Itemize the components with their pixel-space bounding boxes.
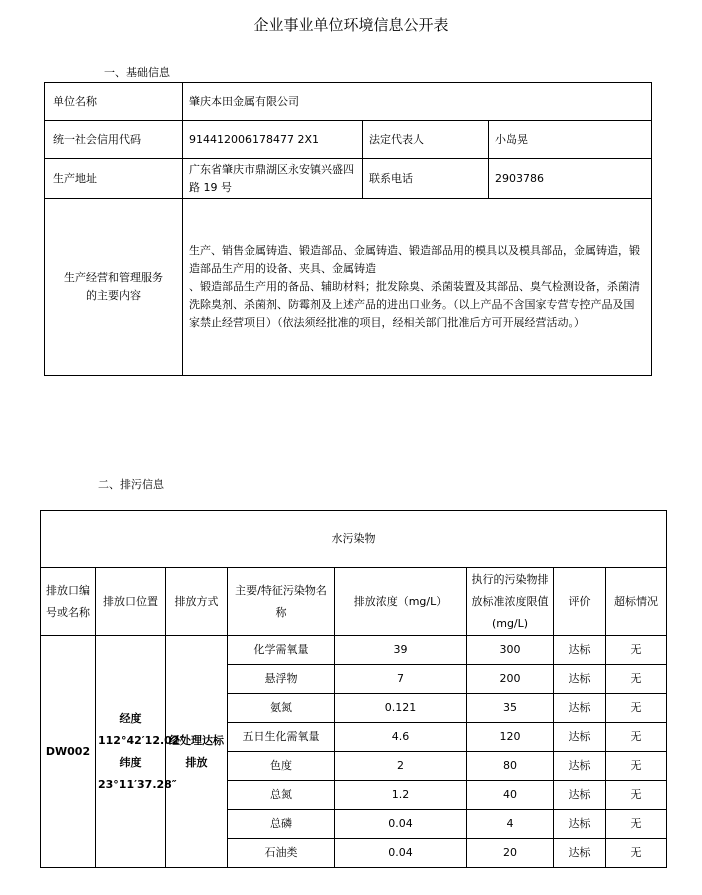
pollutant-exceed: 无: [606, 636, 667, 665]
pollutant-concentration: 0.04: [335, 810, 467, 839]
pollutant-name: 色度: [228, 752, 335, 781]
method-value: 经处理达标排放: [166, 636, 228, 868]
credit-code-label: 统一社会信用代码: [45, 121, 183, 159]
pollutant-limit: 40: [467, 781, 554, 810]
business-label: 生产经营和管理服务的主要内容: [45, 199, 183, 376]
pollutant-exceed: 无: [606, 839, 667, 868]
pollutant-concentration: 0.121: [335, 694, 467, 723]
pollutant-evaluation: 达标: [554, 839, 606, 868]
table-row: [41, 636, 667, 665]
pollutant-exceed: 无: [606, 694, 667, 723]
pollutant-exceed: 无: [606, 723, 667, 752]
pollutant-exceed: 无: [606, 781, 667, 810]
pollutant-concentration: 1.2: [335, 781, 467, 810]
address-value: 广东省肇庆市鼎湖区永安镇兴盛四路 19 号: [183, 159, 363, 199]
outlet-position-value: 经度 112°42′12.02″ 纬度 23°11′37.28″: [96, 636, 166, 868]
pollutant-evaluation: 达标: [554, 781, 606, 810]
header-evaluation: 评价: [554, 568, 606, 636]
header-pollutant: 主要/特征污染物名称: [228, 568, 335, 636]
pollutant-concentration: 4.6: [335, 723, 467, 752]
pollutant-name: 氨氮: [228, 694, 335, 723]
section-pollution-heading: 二、排污信息: [98, 478, 164, 491]
pollutant-concentration: 2: [335, 752, 467, 781]
legal-rep-label: 法定代表人: [363, 121, 489, 159]
header-outlet-position: 排放口位置: [96, 568, 166, 636]
pollutant-exceed: 无: [606, 752, 667, 781]
pollutant-evaluation: 达标: [554, 665, 606, 694]
header-concentration: 排放浓度（mg/L）: [335, 568, 467, 636]
water-pollutant-table: [40, 510, 667, 868]
pollutant-limit: 120: [467, 723, 554, 752]
outlet-id-value: DW002: [41, 636, 96, 868]
pollutant-concentration: 0.04: [335, 839, 467, 868]
page-title: 企业事业单位环境信息公开表: [253, 16, 449, 34]
pollutant-name: 石油类: [228, 839, 335, 868]
pollutant-concentration: 39: [335, 636, 467, 665]
credit-code-value: 914412006178477 2X1: [183, 121, 363, 159]
pollutant-name: 五日生化需氧量: [228, 723, 335, 752]
pollutant-evaluation: 达标: [554, 752, 606, 781]
pollutant-name: 化学需氧量: [228, 636, 335, 665]
pollutant-evaluation: 达标: [554, 636, 606, 665]
pollutant-limit: 35: [467, 694, 554, 723]
address-label: 生产地址: [45, 159, 183, 199]
pollutant-exceed: 无: [606, 810, 667, 839]
pollutant-limit: 20: [467, 839, 554, 868]
header-exceed: 超标情况: [606, 568, 667, 636]
pollutant-name: 总磷: [228, 810, 335, 839]
unit-name-label: 单位名称: [45, 83, 183, 121]
phone-value: 2903786: [489, 159, 652, 199]
water-table-title: 水污染物: [41, 511, 667, 568]
pollutant-evaluation: 达标: [554, 810, 606, 839]
header-standard: 执行的污染物排放标准浓度限值(mg/L): [467, 568, 554, 636]
basic-info-table: [44, 82, 652, 376]
pollutant-name: 悬浮物: [228, 665, 335, 694]
section-basic-heading: 一、基础信息: [104, 66, 170, 79]
pollutant-limit: 4: [467, 810, 554, 839]
pollutant-limit: 300: [467, 636, 554, 665]
business-line-2: 、锻造部品生产用的备品、辅助材料；批发除臭、杀菌装置及其部品、臭气检测设备，杀菌清洗除臭剂、杀菌剂、防霉剂及上述产品的进出口业务。（以上产品不含国家专营专控产品及国家禁止经营项目）（依法须经批准的项目，经相关部门批准后方可开展经营活动。）: [189, 280, 640, 329]
unit-name-value: 肇庆本田金属有限公司: [183, 83, 652, 121]
header-method: 排放方式: [166, 568, 228, 636]
pollutant-name: 总氮: [228, 781, 335, 810]
pollutant-evaluation: 达标: [554, 694, 606, 723]
pollutant-limit: 200: [467, 665, 554, 694]
phone-label: 联系电话: [363, 159, 489, 199]
pollutant-concentration: 7: [335, 665, 467, 694]
legal-rep-value: 小岛晃: [489, 121, 652, 159]
pollutant-evaluation: 达标: [554, 723, 606, 752]
business-line-1: 生产、销售金属铸造、锻造部品、金属铸造、锻造部品用的模具以及模具部品，金属铸造，锻造部品生产用的设备、夹具、金属铸造: [189, 244, 640, 275]
business-content: [183, 199, 652, 376]
pollutant-exceed: 无: [606, 665, 667, 694]
header-outlet-id: 排放口编号或名称: [41, 568, 96, 636]
pollutant-limit: 80: [467, 752, 554, 781]
